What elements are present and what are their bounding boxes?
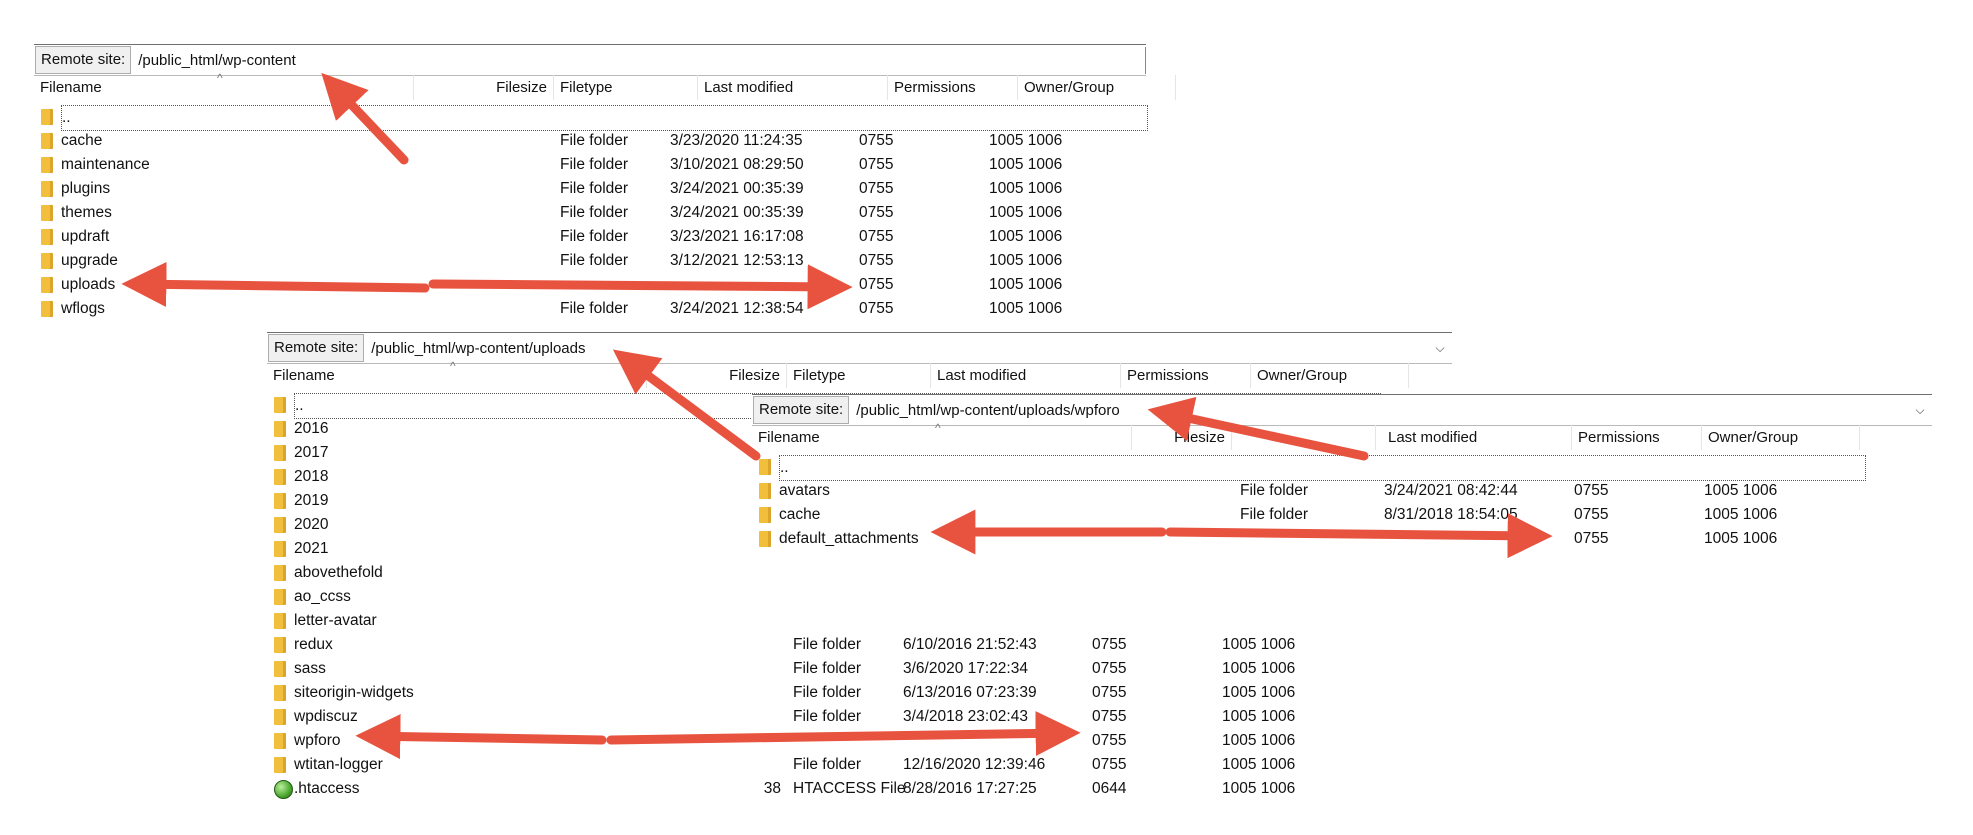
owner-cell: 1005 1006 <box>989 132 1063 149</box>
filename-column-header[interactable] <box>752 421 1132 450</box>
name-cell: upgrade <box>61 252 118 269</box>
remote-site-label: Remote site: <box>35 46 131 74</box>
name-cell: ao_ccss <box>294 588 351 605</box>
perms-cell: 0755 <box>1092 756 1127 773</box>
owner-cell: 1005 1006 <box>1704 530 1778 547</box>
modified-cell: 3/10/2021 08:29:50 <box>670 156 804 173</box>
column-header <box>34 71 1146 100</box>
owner-cell: 1005 1006 <box>1222 708 1296 725</box>
folder-icon <box>274 757 286 773</box>
perms-cell: 0755 <box>1574 482 1609 499</box>
folder-icon <box>274 541 286 557</box>
perms-cell: 0755 <box>859 180 894 197</box>
name-cell: .htaccess <box>294 780 360 797</box>
modified-cell: 3/23/2021 16:17:08 <box>670 228 804 245</box>
last-modified-column-header[interactable]: Last modified <box>698 75 888 100</box>
name-cell: redux <box>294 636 333 653</box>
owner-group-column-header[interactable]: Owner/Group <box>1702 425 1860 450</box>
folder-icon <box>274 613 286 629</box>
remote-site-panel <box>34 44 1146 320</box>
file-row[interactable] <box>34 225 1146 249</box>
sort-ascending-icon: ^ <box>450 359 456 373</box>
perms-cell: 0755 <box>1092 636 1127 653</box>
file-list <box>34 105 1146 321</box>
name-cell: .. <box>779 455 1866 481</box>
owner-group-column-header[interactable]: Owner/Group <box>1251 363 1409 388</box>
remote-site-bar <box>267 332 1452 364</box>
remote-site-bar <box>34 44 1146 76</box>
type-cell: File folder <box>1240 506 1309 523</box>
filename-column-header[interactable] <box>267 359 647 388</box>
type-cell: File folder <box>793 708 862 725</box>
name-cell: uploads <box>61 276 116 293</box>
name-cell: .. <box>61 105 1148 131</box>
name-cell: .. <box>294 393 1381 419</box>
type-cell: File folder <box>793 636 862 653</box>
file-row[interactable] <box>267 753 1452 777</box>
file-row[interactable] <box>34 297 1146 321</box>
file-row[interactable] <box>267 705 1452 729</box>
filesize-column-header[interactable]: Filesize <box>1132 425 1232 450</box>
name-cell: avatars <box>779 482 830 499</box>
folder-icon <box>274 445 286 461</box>
file-row[interactable] <box>267 681 1452 705</box>
name-cell: wpforo <box>294 732 341 749</box>
name-cell: abovethefold <box>294 564 383 581</box>
name-cell: wpdiscuz <box>294 708 358 725</box>
name-cell: maintenance <box>61 156 150 173</box>
folder-icon <box>274 493 286 509</box>
type-cell: File folder <box>560 132 629 149</box>
folder-icon <box>274 421 286 437</box>
sort-ascending-icon: ^ <box>935 421 941 435</box>
name-cell: letter-avatar <box>294 612 377 629</box>
folder-icon <box>41 229 53 245</box>
size-cell: 38 <box>763 780 781 797</box>
remote-path-input[interactable] <box>364 335 1452 362</box>
name-cell: cache <box>61 132 103 149</box>
type-cell: File folder <box>1240 482 1309 499</box>
owner-cell: 1005 1006 <box>1222 660 1296 677</box>
folder-icon <box>41 109 53 125</box>
owner-cell: 1005 1006 <box>989 156 1063 173</box>
perms-cell: 0755 <box>1574 506 1609 523</box>
filesize-column-header[interactable]: Filesize <box>647 363 787 388</box>
folder-icon <box>41 277 53 293</box>
file-row[interactable] <box>34 153 1146 177</box>
name-cell: cache <box>779 506 821 523</box>
folder-icon <box>274 661 286 677</box>
last-modified-column-header[interactable]: Last modified <box>931 363 1121 388</box>
last-modified-column-header[interactable]: Last modified <box>1382 425 1572 450</box>
file-row[interactable] <box>267 777 1452 801</box>
type-cell: File folder <box>560 252 629 269</box>
modified-cell: 3/24/2021 08:42:44 <box>1384 482 1518 499</box>
folder-icon <box>41 157 53 173</box>
owner-cell: 1005 1006 <box>1704 506 1778 523</box>
perms-cell: 0755 <box>1092 708 1127 725</box>
file-row[interactable] <box>267 729 1452 753</box>
perms-cell: 0755 <box>1092 660 1127 677</box>
owner-cell: 1005 1006 <box>989 252 1063 269</box>
folder-icon <box>759 531 771 547</box>
modified-cell: 3/4/2018 23:02:43 <box>903 708 1028 725</box>
type-cell: File folder <box>793 756 862 773</box>
permissions-column-header[interactable]: Permissions <box>1572 425 1702 450</box>
modified-cell: 8/28/2016 17:27:25 <box>903 780 1037 797</box>
remote-path-text: /public_html/wp-content/uploads <box>371 339 586 357</box>
file-row[interactable] <box>34 249 1146 273</box>
remote-site-panel <box>752 394 1932 624</box>
folder-icon <box>41 133 53 149</box>
file-row[interactable] <box>267 657 1452 681</box>
modified-cell: 8/31/2018 18:54:05 <box>1384 506 1518 523</box>
column-header <box>752 421 1932 450</box>
modified-cell: 3/6/2020 17:22:34 <box>903 660 1028 677</box>
folder-icon <box>41 301 53 317</box>
owner-cell: 1005 1006 <box>1222 636 1296 653</box>
type-cell: HTACCESS File <box>793 780 906 797</box>
type-cell: File folder <box>793 660 862 677</box>
filename-header-label: Filename <box>273 367 335 384</box>
type-cell: File folder <box>560 300 629 317</box>
folder-icon <box>274 517 286 533</box>
perms-cell: 0755 <box>1092 684 1127 701</box>
folder-icon <box>274 397 286 413</box>
owner-cell: 1005 1006 <box>1704 482 1778 499</box>
perms-cell: 0755 <box>859 204 894 221</box>
owner-cell: 1005 1006 <box>1222 732 1296 749</box>
folder-icon <box>274 685 286 701</box>
file-row[interactable] <box>267 633 1452 657</box>
file-row[interactable] <box>752 455 1932 479</box>
perms-cell: 0755 <box>1092 732 1127 749</box>
type-cell: File folder <box>793 684 862 701</box>
folder-icon <box>759 459 771 475</box>
owner-cell: 1005 1006 <box>989 204 1063 221</box>
name-cell: default_attachments <box>779 530 919 547</box>
owner-cell: 1005 1006 <box>1222 756 1296 773</box>
filetype-column-header[interactable]: Filetype <box>554 75 698 100</box>
folder-icon <box>274 709 286 725</box>
column-header <box>267 359 1452 388</box>
filename-header-label: Filename <box>40 79 102 96</box>
perms-cell: 0755 <box>859 132 894 149</box>
filetype-column-header[interactable]: Filetype <box>787 363 931 388</box>
file-row[interactable] <box>34 177 1146 201</box>
file-row[interactable] <box>34 129 1146 153</box>
permissions-column-header[interactable]: Permissions <box>1121 363 1251 388</box>
remote-site-label: Remote site: <box>753 396 849 424</box>
owner-cell: 1005 1006 <box>989 276 1063 293</box>
name-cell: plugins <box>61 180 111 197</box>
perms-cell: 0755 <box>859 156 894 173</box>
folder-icon <box>274 733 286 749</box>
type-cell: File folder <box>560 180 629 197</box>
file-row[interactable] <box>34 105 1146 129</box>
name-cell: sass <box>294 660 326 677</box>
filename-header-label: Filename <box>758 429 820 446</box>
file-row[interactable] <box>34 201 1146 225</box>
perms-cell: 0755 <box>859 252 894 269</box>
type-cell: File folder <box>560 156 629 173</box>
owner-cell: 1005 1006 <box>989 228 1063 245</box>
remote-path-input[interactable]: /public_html/wp-content <box>131 47 1146 74</box>
modified-cell: 3/24/2021 00:35:39 <box>670 180 804 197</box>
perms-cell: 0755 <box>859 276 894 293</box>
type-cell: File folder <box>560 204 629 221</box>
owner-cell: 1005 1006 <box>1222 780 1296 797</box>
folder-icon <box>41 205 53 221</box>
name-cell: 2020 <box>294 516 329 533</box>
filesize-column-header[interactable]: Filesize <box>414 75 554 100</box>
chevron-down-icon[interactable]: ⌵ <box>1915 402 1925 417</box>
modified-cell: 3/24/2021 12:38:54 <box>670 300 804 317</box>
perms-cell: 0755 <box>859 228 894 245</box>
modified-cell: 3/24/2021 00:35:39 <box>670 204 804 221</box>
modified-cell: 3/12/2021 12:53:13 <box>670 252 804 269</box>
name-cell: wtitan-logger <box>294 756 383 773</box>
folder-icon <box>759 483 771 499</box>
modified-cell: 12/16/2020 12:39:46 <box>903 756 1046 773</box>
remote-site-bar <box>752 394 1932 426</box>
folder-icon <box>41 181 53 197</box>
perms-cell: 0644 <box>1092 780 1127 797</box>
name-cell: 2016 <box>294 420 329 437</box>
permissions-column-header[interactable]: Permissions <box>888 75 1018 100</box>
file-row[interactable] <box>752 503 1932 527</box>
chevron-down-icon[interactable]: ⌵ <box>1435 340 1445 355</box>
folder-icon <box>274 565 286 581</box>
file-row[interactable] <box>752 479 1932 503</box>
name-cell: siteorigin-widgets <box>294 684 414 701</box>
modified-cell: 6/10/2016 21:52:43 <box>903 636 1037 653</box>
owner-group-column-header[interactable]: Owner/Group <box>1018 75 1176 100</box>
modified-cell: 6/13/2016 07:23:39 <box>903 684 1037 701</box>
folder-icon <box>274 589 286 605</box>
folder-icon <box>759 507 771 523</box>
name-cell: 2017 <box>294 444 329 461</box>
folder-icon <box>274 469 286 485</box>
name-cell: 2019 <box>294 492 329 509</box>
htaccess-file-icon <box>274 780 293 799</box>
name-cell: updraft <box>61 228 110 245</box>
remote-path-input[interactable] <box>849 397 1932 424</box>
perms-cell: 0755 <box>859 300 894 317</box>
folder-icon <box>41 253 53 269</box>
remote-path-text: /public_html/wp-content/uploads/wpforo <box>856 401 1120 419</box>
name-cell: 2018 <box>294 468 329 485</box>
remote-site-label: Remote site: <box>268 334 364 362</box>
type-cell: File folder <box>560 228 629 245</box>
file-list <box>752 455 1932 551</box>
folder-icon <box>274 637 286 653</box>
file-row[interactable] <box>752 527 1932 551</box>
file-row[interactable] <box>34 273 1146 297</box>
filename-column-header[interactable] <box>34 71 414 100</box>
name-cell: 2021 <box>294 540 329 557</box>
name-cell: wflogs <box>61 300 105 317</box>
sort-ascending-icon: ^ <box>217 71 223 85</box>
owner-cell: 1005 1006 <box>989 300 1063 317</box>
owner-cell: 1005 1006 <box>989 180 1063 197</box>
filetype-column-header[interactable] <box>1232 425 1376 450</box>
owner-cell: 1005 1006 <box>1222 684 1296 701</box>
perms-cell: 0755 <box>1574 530 1609 547</box>
name-cell: themes <box>61 204 112 221</box>
modified-cell: 3/23/2020 11:24:35 <box>670 132 803 149</box>
